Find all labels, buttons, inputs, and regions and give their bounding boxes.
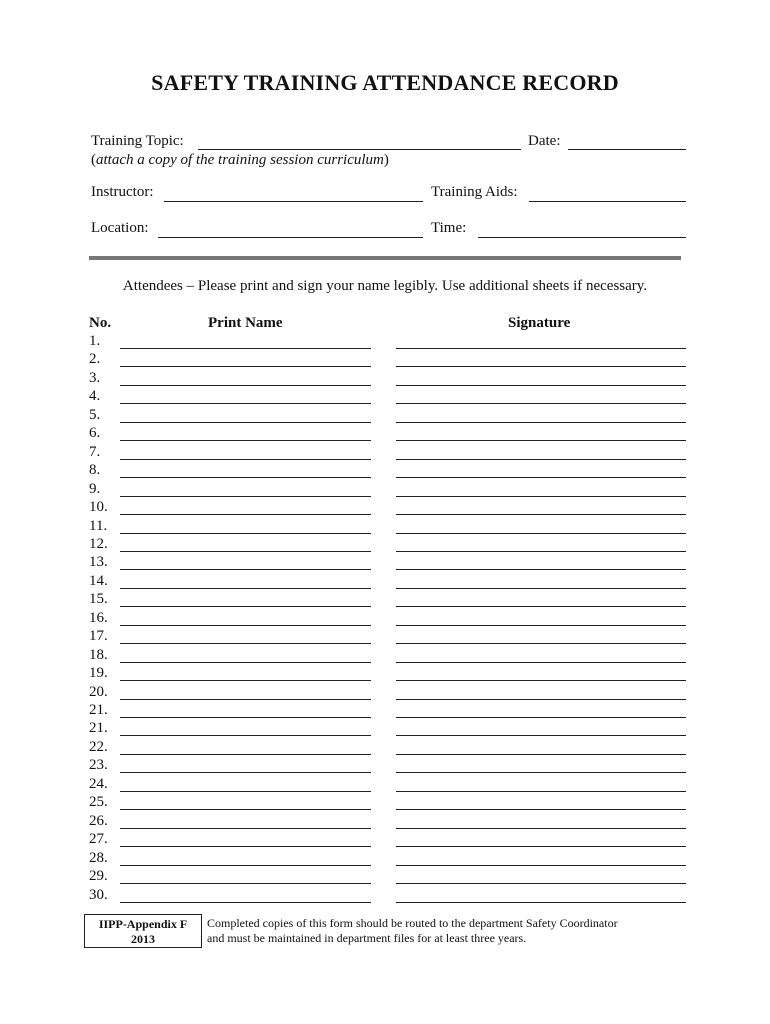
location-field[interactable] [158, 237, 423, 238]
signature-field[interactable] [396, 865, 686, 866]
date-label: Date: [528, 133, 561, 149]
signature-field[interactable] [396, 717, 686, 718]
row-number: 27. [89, 831, 108, 848]
signature-field[interactable] [396, 496, 686, 497]
location-label: Location: [91, 220, 149, 236]
signature-field[interactable] [396, 385, 686, 386]
print-name-field[interactable] [120, 883, 371, 884]
row-number: 13. [89, 554, 108, 571]
print-name-field[interactable] [120, 699, 371, 700]
signature-field[interactable] [396, 735, 686, 736]
training-topic-label: Training Topic: [91, 133, 184, 149]
row-number: 1. [89, 333, 101, 349]
signature-field[interactable] [396, 883, 686, 884]
signature-field[interactable] [396, 643, 686, 644]
signature-field[interactable] [396, 533, 686, 534]
print-name-field[interactable] [120, 551, 371, 552]
row-number: 18. [89, 646, 108, 663]
row-number: 23. [89, 757, 108, 774]
signature-field[interactable] [396, 514, 686, 515]
row-number: 6. [89, 425, 101, 442]
print-name-field[interactable] [120, 772, 371, 773]
footer-note [207, 916, 618, 946]
attach-note: (attach a copy of the training session curriculum) [91, 152, 389, 168]
row-number: 3. [89, 369, 101, 386]
training-aids-label: Training Aids: [431, 184, 518, 200]
column-header-print-name: Print Name [208, 315, 283, 331]
print-name-field[interactable] [120, 717, 371, 718]
print-name-field[interactable] [120, 366, 371, 367]
page-title: SAFETY TRAINING ATTENDANCE RECORD [151, 70, 619, 95]
print-name-field[interactable] [120, 422, 371, 423]
row-number: 8. [89, 462, 101, 479]
signature-field[interactable] [396, 477, 686, 478]
row-number: 12. [89, 535, 108, 552]
row-number: 30. [89, 886, 108, 903]
signature-field[interactable] [396, 403, 686, 404]
signature-field[interactable] [396, 828, 686, 829]
column-header-no: No. [89, 315, 112, 331]
print-name-field[interactable] [120, 643, 371, 644]
print-name-field[interactable] [120, 606, 371, 607]
training-topic-field[interactable] [198, 149, 521, 150]
signature-field[interactable] [396, 348, 686, 349]
section-divider [89, 256, 681, 260]
row-number: 29. [89, 868, 108, 885]
signature-field[interactable] [396, 625, 686, 626]
row-number: 5. [89, 406, 101, 423]
row-number: 26. [89, 812, 108, 829]
print-name-field[interactable] [120, 496, 371, 497]
signature-field[interactable] [396, 422, 686, 423]
signature-field[interactable] [396, 662, 686, 663]
row-number: 9. [89, 480, 101, 497]
time-field[interactable] [478, 237, 686, 238]
instructor-label: Instructor: [91, 184, 154, 200]
signature-field[interactable] [396, 754, 686, 755]
signature-field[interactable] [396, 791, 686, 792]
print-name-field[interactable] [120, 588, 371, 589]
footer-note-line-1: Completed copies of this form should be routed to the department Safety Coordinator [207, 916, 618, 930]
print-name-field[interactable] [120, 477, 371, 478]
signature-field[interactable] [396, 440, 686, 441]
attendee-instructions: Attendees – Please print and sign your name legibly. Use additional sheets if necessary. [122, 278, 648, 294]
signature-field[interactable] [396, 588, 686, 589]
column-header-signature: Signature [508, 315, 571, 331]
appendix-label: IIPP-Appendix F [98, 917, 188, 931]
print-name-field[interactable] [120, 865, 371, 866]
print-name-field[interactable] [120, 514, 371, 515]
print-name-field[interactable] [120, 902, 371, 903]
row-number: 15. [89, 591, 108, 608]
print-name-field[interactable] [120, 809, 371, 810]
print-name-field[interactable] [120, 459, 371, 460]
signature-field[interactable] [396, 809, 686, 810]
signature-field[interactable] [396, 551, 686, 552]
row-number: 4. [89, 388, 101, 405]
print-name-field[interactable] [120, 625, 371, 626]
print-name-field[interactable] [120, 735, 371, 736]
signature-field[interactable] [396, 902, 686, 903]
print-name-field[interactable] [120, 846, 371, 847]
row-number: 7. [89, 443, 101, 460]
training-aids-field[interactable] [529, 201, 686, 202]
print-name-field[interactable] [120, 828, 371, 829]
signature-field[interactable] [396, 366, 686, 367]
print-name-field[interactable] [120, 680, 371, 681]
footer-note-line-2: and must be maintained in department files for at least three years. [207, 931, 527, 945]
row-number: 22. [89, 738, 108, 755]
time-label: Time: [431, 220, 467, 236]
print-name-field[interactable] [120, 348, 371, 349]
row-number: 24. [89, 775, 108, 792]
print-name-field[interactable] [120, 385, 371, 386]
signature-field[interactable] [396, 459, 686, 460]
row-number: 17. [89, 628, 108, 645]
row-number: 21. [89, 702, 108, 718]
print-name-field[interactable] [120, 662, 371, 663]
row-number: 2. [89, 351, 101, 368]
signature-field[interactable] [396, 699, 686, 700]
row-number: 19. [89, 665, 108, 682]
signature-field[interactable] [396, 680, 686, 681]
row-number: 16. [89, 609, 108, 626]
date-field[interactable] [568, 149, 686, 150]
row-number: 25. [89, 794, 108, 811]
row-number: 20. [89, 683, 108, 700]
instructor-field[interactable] [164, 201, 423, 202]
signature-field[interactable] [396, 846, 686, 847]
signature-field[interactable] [396, 606, 686, 607]
row-number: 10. [89, 499, 108, 516]
print-name-field[interactable] [120, 754, 371, 755]
print-name-field[interactable] [120, 533, 371, 534]
print-name-field[interactable] [120, 440, 371, 441]
row-number: 28. [89, 849, 108, 866]
print-name-field[interactable] [120, 403, 371, 404]
appendix-badge [84, 914, 202, 948]
row-number: 11. [89, 517, 108, 534]
row-number: 14. [89, 572, 108, 589]
print-name-field[interactable] [120, 569, 371, 570]
appendix-year: 2013 [131, 932, 155, 946]
signature-field[interactable] [396, 772, 686, 773]
row-number: 21. [89, 720, 108, 737]
print-name-field[interactable] [120, 791, 371, 792]
signature-field[interactable] [396, 569, 686, 570]
